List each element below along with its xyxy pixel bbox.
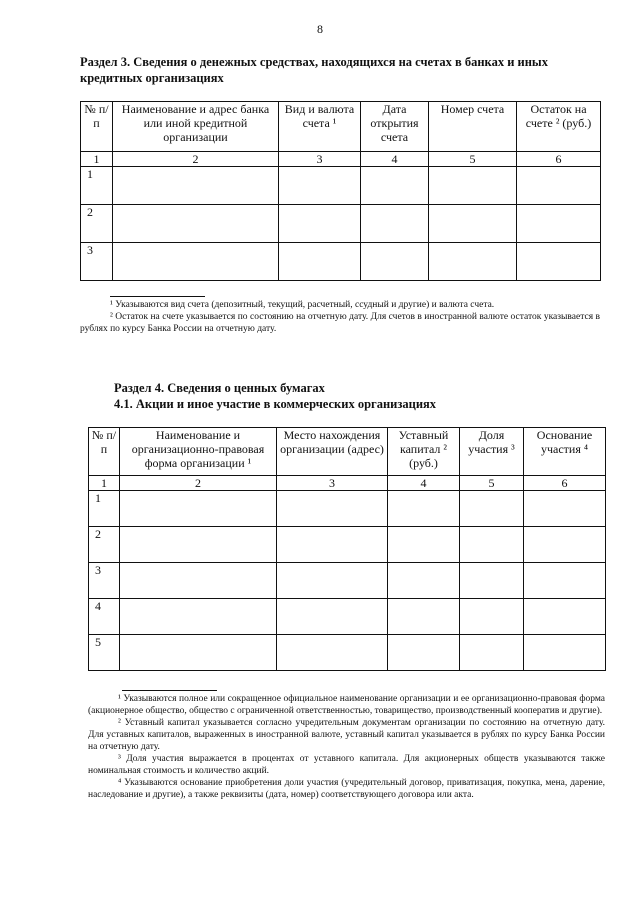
table-cell[interactable] [120, 635, 277, 671]
table-cell[interactable] [277, 635, 388, 671]
table-cell[interactable] [517, 167, 601, 205]
securities-table [88, 427, 606, 671]
row-number: 2 [89, 527, 120, 563]
table-cell[interactable] [113, 243, 279, 281]
table-cell[interactable] [361, 205, 429, 243]
row-number: 3 [81, 243, 113, 281]
table-cell[interactable] [361, 243, 429, 281]
footnote: ² Уставный капитал указывается согласно учредительным документам организации по состоянию на отчетную дату. Для уставных капиталов, выраженных в иностранной валюте, уставный капитал указывается в рублях по курсу Банка России на отчетную дату. [88, 718, 605, 752]
table-cell[interactable] [277, 491, 388, 527]
header-cell: № п/п [81, 102, 113, 152]
row-number: 4 [89, 599, 120, 635]
section-4-footnotes [88, 693, 605, 801]
table-cell[interactable] [517, 205, 601, 243]
table-cell[interactable] [277, 563, 388, 599]
header-cell: Номер счета [429, 102, 517, 152]
header-cell: Наименование и адрес банка или иной кредитной организации [113, 102, 279, 152]
table-cell[interactable] [279, 205, 361, 243]
table-cell[interactable] [524, 563, 606, 599]
table-cell[interactable] [429, 167, 517, 205]
column-number: 6 [524, 476, 606, 491]
table-row [89, 527, 606, 563]
section-4-subtitle: 4.1. Акции и иное участие в коммерческих организациях [114, 397, 437, 411]
header-cell: Наименование и организационно-правовая форма организации ¹ [120, 428, 277, 476]
table-cell[interactable] [388, 635, 460, 671]
table-cell[interactable] [429, 243, 517, 281]
section-3-title: Раздел 3. Сведения о денежных средствах, находящихся на счетах в банках и иных кредитных организациях [80, 55, 548, 85]
column-number: 4 [388, 476, 460, 491]
column-number-row [89, 476, 606, 491]
table-row [89, 599, 606, 635]
header-cell: № п/п [89, 428, 120, 476]
table-cell[interactable] [120, 599, 277, 635]
column-number: 3 [277, 476, 388, 491]
table-cell[interactable] [388, 563, 460, 599]
header-cell: Дата открытия счета [361, 102, 429, 152]
column-number: 6 [517, 152, 601, 167]
table-header-row [81, 102, 601, 152]
column-number: 5 [460, 476, 524, 491]
section-4-title: Раздел 4. Сведения о ценных бумагах [114, 381, 325, 395]
footnote: ¹ Указываются полное или сокращенное официальное наименование организации и ее организационно-правовая форма (акционерное общество, общество с ограниченной ответственностью, товарищество, производственный кооператив и другие). [88, 694, 605, 716]
table-cell[interactable] [388, 491, 460, 527]
footnote: ³ Доля участия выражается в процентах от уставного капитала. Для акционерных обществ указываются также номинальная стоимость и количество акций. [88, 754, 605, 776]
table-row [81, 243, 601, 281]
table-header-row [89, 428, 606, 476]
table-cell[interactable] [517, 243, 601, 281]
header-cell: Вид и валюта счета ¹ [279, 102, 361, 152]
table-cell[interactable] [361, 167, 429, 205]
table-row [89, 491, 606, 527]
header-cell: Место нахождения организации (адрес) [277, 428, 388, 476]
header-cell: Остаток на счете ² (руб.) [517, 102, 601, 152]
page-number: 8 [317, 22, 323, 36]
footnote: ⁴ Указываются основание приобретения доли участия (учредительный договор, приватизация, покупка, мена, дарение, наследование и другие), а также реквизиты (дата, номер) соответствующего договора или акта. [88, 778, 605, 800]
header-cell: Основание участия ⁴ [524, 428, 606, 476]
column-number: 1 [89, 476, 120, 491]
column-number: 2 [113, 152, 279, 167]
row-number: 3 [89, 563, 120, 599]
table-cell[interactable] [279, 243, 361, 281]
table-cell[interactable] [429, 205, 517, 243]
table-row [89, 635, 606, 671]
row-number: 5 [89, 635, 120, 671]
table-cell[interactable] [277, 527, 388, 563]
table-cell[interactable] [460, 599, 524, 635]
table-row [89, 563, 606, 599]
table-cell[interactable] [120, 491, 277, 527]
table-cell[interactable] [388, 527, 460, 563]
footnote-separator [122, 690, 217, 691]
footnote: ² Остаток на счете указывается по состоянию на отчетную дату. Для счетов в иностранной валюте остаток указывается в рублях по курсу Банка России на отчетную дату. [80, 312, 600, 334]
table-cell[interactable] [120, 527, 277, 563]
column-number: 5 [429, 152, 517, 167]
table-cell[interactable] [120, 563, 277, 599]
table-row [81, 205, 601, 243]
table-cell[interactable] [279, 167, 361, 205]
table-cell[interactable] [524, 491, 606, 527]
column-number: 1 [81, 152, 113, 167]
table-cell[interactable] [277, 599, 388, 635]
table-cell[interactable] [524, 527, 606, 563]
row-number: 1 [89, 491, 120, 527]
table-cell[interactable] [113, 167, 279, 205]
table-cell[interactable] [460, 527, 524, 563]
footnote: ¹ Указываются вид счета (депозитный, текущий, расчетный, ссудный и другие) и валюта счета. [110, 300, 495, 310]
header-cell: Доля участия ³ [460, 428, 524, 476]
column-number: 4 [361, 152, 429, 167]
footnote-separator [110, 296, 205, 297]
table-cell[interactable] [524, 635, 606, 671]
header-cell: Уставный капитал ² (руб.) [388, 428, 460, 476]
row-number: 1 [81, 167, 113, 205]
bank-accounts-table [80, 101, 601, 281]
table-cell[interactable] [113, 205, 279, 243]
column-number: 3 [279, 152, 361, 167]
table-cell[interactable] [460, 635, 524, 671]
column-number: 2 [120, 476, 277, 491]
column-number-row [81, 152, 601, 167]
row-number: 2 [81, 205, 113, 243]
table-cell[interactable] [460, 491, 524, 527]
section-3-footnotes [80, 299, 600, 335]
table-row [81, 167, 601, 205]
table-cell[interactable] [524, 599, 606, 635]
table-cell[interactable] [460, 563, 524, 599]
table-cell[interactable] [388, 599, 460, 635]
